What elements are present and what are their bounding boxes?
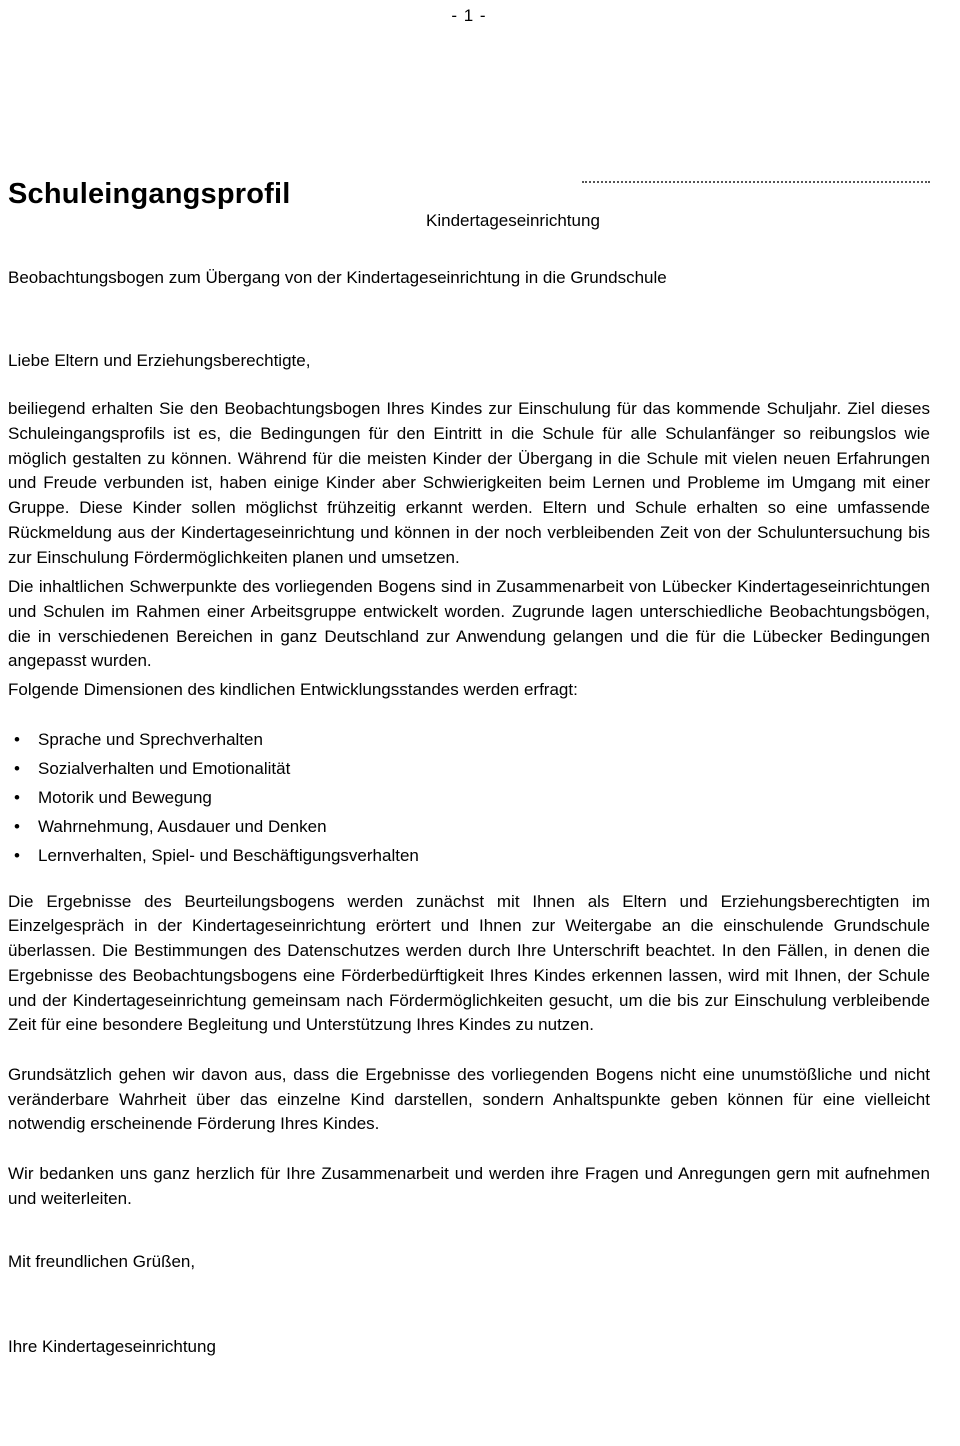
bullet-icon: • <box>14 787 20 807</box>
list-item <box>8 725 930 754</box>
document-title: Schuleingangsprofil <box>8 178 291 210</box>
paragraph-thanks: Wir bedanken uns ganz herzlich für Ihre Zusammenarbeit und werden ihre Fragen und Anregungen gern mit aufnehmen und weiterleiten. <box>8 1164 930 1208</box>
salutation: Liebe Eltern und Erziehungsberechtigte, <box>8 350 311 370</box>
list-item-label: Lernverhalten, Spiel- und Beschäftigungsverhalten <box>38 845 419 865</box>
dimensions-list-intro: Folgende Dimensionen des kindlichen Entwicklungsstandes werden erfragt: <box>8 680 578 700</box>
paragraph-disclaimer: Grundsätzlich gehen wir davon aus, dass die Ergebnisse des vorliegenden Bogens nicht eine unumstößliche und nicht veränderbare Wahrheit über das einzelne Kind darstellen, sondern Anhaltspunkte geben können für eine vielleicht notwendig erscheinende Förderung Ihres Kindes. <box>8 1064 930 1134</box>
paragraph-background: Die inhaltlichen Schwerpunkte des vorliegenden Bogens sind in Zusammenarbeit von Lübecker Kindertageseinrichtungen und Schulen im Rahmen einer Arbeitsgruppe entwickelt worden. Zugrunde lagen unterschiedliche Beobachtungsbögen, die in verschiedenen Bereichen in ganz Deutschland zur Anwendung gelangen und die für die Lübecker Bedingungen angepasst wurden. <box>8 577 930 671</box>
bullet-icon: • <box>14 816 20 836</box>
kita-name-fill-line <box>582 181 930 183</box>
list-item <box>8 841 930 870</box>
list-item-label: Wahrnehmung, Ausdauer und Denken <box>38 816 327 836</box>
closing-greeting: Mit freundlichen Grüßen, <box>8 1252 196 1272</box>
dimensions-list <box>8 725 930 870</box>
bullet-icon: • <box>14 758 20 778</box>
bullet-icon: • <box>14 729 20 749</box>
list-item-label: Motorik und Bewegung <box>38 787 212 807</box>
list-item <box>8 754 930 783</box>
document-header <box>8 178 930 266</box>
paragraph-introduction: beiliegend erhalten Sie den Beobachtungsbogen Ihres Kindes zur Einschulung für das kommende Schuljahr. Ziel dieses Schuleingangsprofils ist es, die Bedingungen für den Eintritt in die Schule für alle Schulanfänger so reibungslos wie möglich gestalten zu können. Während für die meisten Kinder der Übergang in die Schule mit vielen neuen Erfahrungen und Freude verbunden ist, haben einige Kinder aber Schwierigkeiten beim Lernen und Probleme im Umgang mit einer Gruppe. Diese Kinder sollen möglichst frühzeitig erkannt werden. Eltern und Schule erhalten so eine umfassende Rückmeldung aus der Kindertageseinrichtung und können in der noch verbleibenden Zeit von der Schuluntersuchung bis zur Einschulung Fördermöglichkeiten planen und umsetzen. <box>8 399 930 567</box>
list-item <box>8 783 930 812</box>
signature-line: Ihre Kindertageseinrichtung <box>8 1337 216 1357</box>
list-item-label: Sprache und Sprechverhalten <box>38 729 263 749</box>
list-item-label: Sozialverhalten und Emotionalität <box>38 758 291 778</box>
paragraph-results-procedure: Die Ergebnisse des Beurteilungsbogens werden zunächst mit Ihnen als Eltern und Erziehungsberechtigten im Einzelgespräch in der Kindertageseinrichtung erörtert und Ihnen zur Weitergabe an die einschulende Grundschule überlassen. Die Bestimmungen des Datenschutzes werden durch Ihre Unterschrift beachtet. In den Fällen, in denen die Ergebnisse des Beobachtungsbogens eine Förderbedürftigkeit Ihres Kindes erkennen lassen, wird mit Ihnen, der Schule und der Kindertageseinrichtung gemeinsam nach Fördermöglichkeiten gesucht, um die bis zur Einschulung verbleibende Zeit für eine besondere Begleitung und Unterstützung Ihres Kindes zu nutzen. <box>8 891 930 1035</box>
page-number: - 1 - <box>451 6 487 25</box>
list-item <box>8 812 930 841</box>
document-subtitle: Beobachtungsbogen zum Übergang von der Kindertageseinrichtung in die Grundschule <box>8 268 667 287</box>
kita-label: Kindertageseinrichtung <box>426 211 600 230</box>
bullet-icon: • <box>14 845 20 865</box>
